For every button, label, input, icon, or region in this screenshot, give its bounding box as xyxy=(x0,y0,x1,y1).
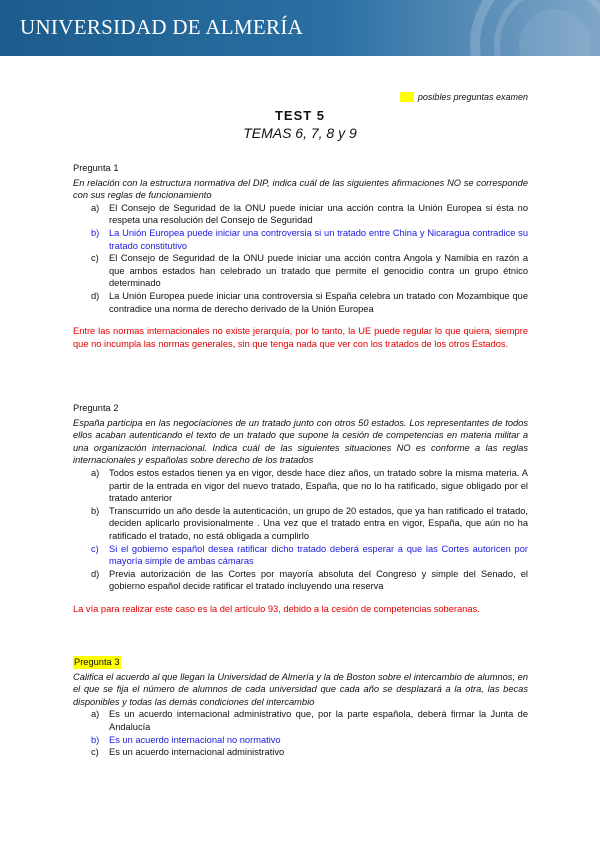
question-stem: En relación con la estructura normativa del DIP, indica cuál de las siguientes afirmaciones NO se corresponde con sus reglas de funcionamiento xyxy=(73,177,528,201)
question-block xyxy=(73,162,528,350)
option-text: Si el gobierno español desea ratificar dicho tratado deberá esperar a que las Cortes autoricen por mayoría simple de ambas cámaras xyxy=(109,543,528,567)
question-stem: Califica el acuerdo al que llegan la Universidad de Almería y la de Boston sobre el intercambio de alumnos, en el que se fija el número de alumnos de cada universidad que cada año se desplazará a la otra, las becas disponibles y todas las demás condiciones del intercambio xyxy=(73,671,528,707)
test-title: TEST 5 xyxy=(274,108,326,123)
option-letter: d) xyxy=(91,568,100,579)
option-letter: c) xyxy=(91,747,99,758)
legend-text: posibles preguntas examen xyxy=(417,92,528,102)
question-label-highlighted: Pregunta 3 xyxy=(74,657,120,667)
option-letter: b) xyxy=(91,227,100,238)
university-seal-icon xyxy=(470,0,600,56)
option-letter: b) xyxy=(91,734,100,745)
option-item xyxy=(91,202,528,227)
question-block xyxy=(73,402,528,616)
option-item xyxy=(91,290,528,315)
option-text: Es un acuerdo internacional administrativo xyxy=(109,747,285,758)
question-block xyxy=(73,656,528,759)
option-item-correct xyxy=(91,227,528,252)
highlight-swatch xyxy=(400,92,414,102)
answer-note: La vía para realizar este caso es la del artículo 93, debido a la cesión de competencias soberanas. xyxy=(73,603,480,614)
answer-note: Entre las normas internacionales no existe jerarquía, por lo tanto, la UE puede regular lo que quiera, siempre que no incumpla las normas generales, sin que tenga nada que ver con los tratados de los otros Estados. xyxy=(73,326,528,349)
option-item xyxy=(91,252,528,290)
options-list xyxy=(73,202,528,315)
option-item xyxy=(91,505,528,543)
test-subtitle: TEMAS 6, 7, 8 y 9 xyxy=(243,125,357,141)
legend xyxy=(400,92,528,102)
option-letter: d) xyxy=(91,290,100,301)
option-letter: c) xyxy=(91,543,99,554)
option-item-correct xyxy=(91,543,528,568)
option-text: Es un acuerdo internacional administrativo que, por la parte española, deberá firmar la Junta de Andalucía xyxy=(109,709,528,732)
option-text: Es un acuerdo internacional no normativo xyxy=(109,734,281,745)
option-letter: c) xyxy=(91,253,99,264)
option-letter: b) xyxy=(91,505,100,516)
option-text: Todos estos estados tienen ya en vigor, desde hace diez años, un tratado sobre la misma materia. A partir de la entrada en vigor del nuevo tratado, España, que no lo ha ratificado, sigue obligado por el tratado anterior xyxy=(109,467,528,504)
question-stem: España participa en las negociaciones de un tratado junto con otros 50 estados. Los representantes de todos ellos acaban autenticando el texto de un tratado que supone la cesión de competencias en materia militar a una organización internacional. Indica cuál de las siguientes situaciones NO es conforme a las reglas internacionales y españolas sobre derecho de los tratados xyxy=(73,417,528,466)
option-item xyxy=(91,708,528,733)
option-text: La Unión Europea puede iniciar una controversia si un tratado entre China y Nicaragua contradice su tratado constitutivo xyxy=(109,227,528,251)
option-letter: a) xyxy=(91,467,100,478)
option-text: Transcurrido un año desde la autenticación, un grupo de 20 estados, que ya han ratificado el tratado, deciden aplicarlo provisionalmente . Una vez que el tratado entra en vigor, España, que aún no ha ratificado el tratado, no está obligada a cumplirlo xyxy=(109,505,528,541)
option-letter: a) xyxy=(91,202,100,213)
header-banner xyxy=(0,0,600,56)
option-text: El Consejo de Seguridad de la ONU puede iniciar una acción contra la Unión Europea si ésta no respeta una resolución del Consejo de Seguridad xyxy=(109,202,528,226)
options-list xyxy=(73,708,528,758)
options-list xyxy=(73,467,528,593)
option-item xyxy=(91,746,528,759)
option-text: Previa autorización de las Cortes por mayoría absoluta del Congreso y simple del Senado, el gobierno español decide ratificar el tratado incluyendo una reserva xyxy=(109,568,528,592)
option-item-correct xyxy=(91,734,528,747)
option-item xyxy=(91,467,528,505)
option-item xyxy=(91,568,528,593)
option-text: El Consejo de Seguridad de la ONU puede iniciar una acción contra Angola y Namibia en razón a que ambos estados han celebrado un tratado que permite el genocidio contra un grupo étnico determinado xyxy=(109,253,528,289)
university-name: UNIVERSIDAD DE ALMERÍA xyxy=(20,15,304,39)
question-label: Pregunta 2 xyxy=(73,403,119,413)
option-text: La Unión Europea puede iniciar una controversia si España celebra un tratado con Mozambique que contradice una norma de derecho derivado de la Unión Europea xyxy=(109,290,528,314)
option-letter: a) xyxy=(91,709,100,720)
question-label: Pregunta 1 xyxy=(73,163,119,173)
